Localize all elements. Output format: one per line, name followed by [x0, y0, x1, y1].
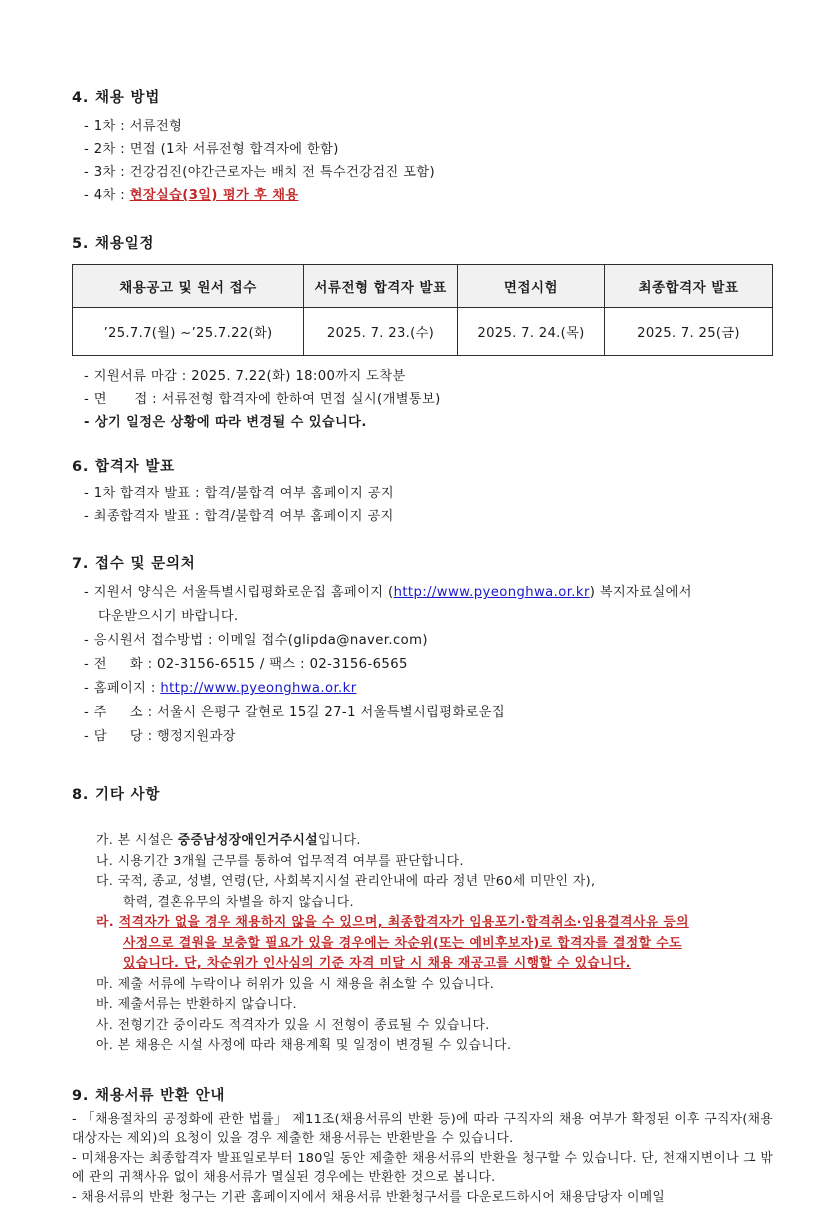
contact-form-pre: - 지원서 양식은 서울특별시립평화로운집 홈페이지 ( — [84, 585, 394, 600]
other-item-ga-pre: 가. 본 시설은 — [96, 833, 178, 848]
other-item-ga-post: 입니다. — [318, 833, 361, 848]
section-heading-4: 4. 채용 방법 — [72, 88, 773, 108]
other-item-ra-1 — [72, 913, 773, 934]
return-paragraph-3: - 채용서류의 반환 청구는 기관 홈페이지에서 채용서류 반환청구서를 다운로드하시어 채용담당자 이메일 — [72, 1188, 773, 1207]
other-item-sa: 사. 전형기간 중이라도 적격자가 있을 시 전형이 종료될 수 있습니다. — [72, 1016, 773, 1037]
contact-manager-line: - 담 당 : 행정지원과장 — [72, 725, 773, 749]
section-heading-8: 8. 기타 사항 — [72, 785, 773, 805]
method-item-2: - 2차 : 면접 (1차 서류전형 합격자에 한함) — [72, 138, 773, 161]
section-recruitment-method — [72, 88, 773, 207]
homepage-link[interactable]: http://www.pyeonghwa.or.kr — [160, 681, 356, 696]
contact-form-line — [72, 581, 773, 605]
schedule-header-apply: 채용공고 및 원서 접수 — [73, 265, 304, 308]
other-item-na: 나. 시용기간 3개월 근무를 통하여 업무적격 여부를 판단합니다. — [72, 852, 773, 873]
section-other-matters — [72, 785, 773, 1057]
method-item-3: - 3차 : 건강검진(야간근로자는 배치 전 특수건강검진 포함) — [72, 161, 773, 184]
schedule-cell-interview: 2025. 7. 24.(목) — [458, 308, 605, 356]
other-item-ra-text-2: 사정으로 결원을 보충할 필요가 있을 경우에는 차순위(또는 예비후보자)로 합격자를 결정할 수도 — [123, 936, 682, 951]
contact-address-line: - 주 소 : 서울시 은평구 갈현로 15길 27-1 서울특별시립평화로운집 — [72, 701, 773, 725]
other-item-ba: 바. 제출서류는 반환하지 않습니다. — [72, 995, 773, 1016]
other-item-ra-text-1: 적격자가 없을 경우 채용하지 않을 수 있으며, 최종합격자가 임용포기·합격취소·임용결격사유 등의 — [119, 915, 689, 930]
schedule-cell-apply: ’25.7.7(월) ~’25.7.22(화) — [73, 308, 304, 356]
other-item-ra-2 — [72, 934, 773, 955]
method-item-4-prefix: - 4차 : — [84, 188, 130, 203]
other-item-ma: 마. 제출 서류에 누락이나 허위가 있을 시 채용을 취소할 수 있습니다. — [72, 975, 773, 996]
schedule-notes — [72, 365, 773, 434]
other-item-da-cont: 학력, 결혼유무의 차별을 하지 않습니다. — [72, 893, 773, 914]
section-heading-6: 6. 합격자 발표 — [72, 457, 773, 477]
schedule-cell-doc-pass: 2025. 7. 23.(수) — [304, 308, 458, 356]
contact-form-post: ) 복지자료실에서 — [590, 585, 692, 600]
other-item-a: 아. 본 채용은 시설 사정에 따라 채용계획 및 일정이 변경될 수 있습니다. — [72, 1036, 773, 1057]
other-item-ra-3 — [72, 954, 773, 975]
schedule-note-change: - 상기 일정은 상황에 따라 변경될 수 있습니다. — [72, 411, 773, 434]
other-item-da: 다. 국적, 종교, 성별, 연령(단, 사회복지시설 관리안내에 따라 정년 만60세 미만인 자), — [72, 872, 773, 893]
contact-phone-line: - 전 화 : 02-3156-6515 / 팩스 : 02-3156-6565 — [72, 653, 773, 677]
section-document-return — [72, 1086, 773, 1207]
schedule-header-interview: 면접시험 — [458, 265, 605, 308]
announcement-item-2: - 최종합격자 발표 : 합격/불합격 여부 홈페이지 공지 — [72, 505, 773, 528]
schedule-header-row — [73, 265, 773, 308]
schedule-table — [72, 264, 773, 356]
section-heading-9: 9. 채용서류 반환 안내 — [72, 1086, 773, 1106]
section-heading-5: 5. 채용일정 — [72, 234, 773, 254]
other-item-ga — [72, 831, 773, 852]
schedule-data-row — [73, 308, 773, 356]
contact-email-line: - 응시원서 접수방법 : 이메일 접수(glipda@naver.com) — [72, 629, 773, 653]
return-paragraph-2: - 미채용자는 최종합격자 발표일로부터 180일 동안 제출한 채용서류의 반환을 청구할 수 있습니다. 단, 천재지변이나 그 밖에 관의 귀책사유 없이 채용서류가 멸실된 경우에는 반환한 것으로 봅니다. — [72, 1149, 773, 1188]
schedule-note-interview: - 면 접 : 서류전형 합격자에 한하여 면접 실시(개별통보) — [72, 388, 773, 411]
schedule-note-deadline: - 지원서류 마감 : 2025. 7.22(화) 18:00까지 도착분 — [72, 365, 773, 388]
method-item-4-highlight: 현장실습(3일) 평가 후 채용 — [130, 188, 299, 203]
section-schedule — [72, 234, 773, 434]
method-item-4 — [72, 184, 773, 207]
schedule-header-doc-pass: 서류전형 합격자 발표 — [304, 265, 458, 308]
facility-type-bold: 중증남성장애인거주시설 — [178, 833, 318, 848]
contact-homepage-label: - 홈페이지 : — [84, 681, 160, 696]
section-heading-7: 7. 접수 및 문의처 — [72, 554, 773, 574]
method-item-1: - 1차 : 서류전형 — [72, 115, 773, 138]
section-contact — [72, 554, 773, 749]
contact-homepage-line — [72, 677, 773, 701]
schedule-cell-final: 2025. 7. 25(금) — [605, 308, 773, 356]
contact-form-line-cont: 다운받으시기 바랍니다. — [72, 605, 773, 629]
schedule-header-final: 최종합격자 발표 — [605, 265, 773, 308]
return-paragraph-1: - 「채용절차의 공정화에 관한 법률」 제11조(채용서류의 반환 등)에 따라 구직자의 채용 여부가 확정된 이후 구직자(채용대상자는 제외)의 요청이 있을 경우 제출한 채용서류는 반환받을 수 있습니다. — [72, 1110, 773, 1149]
other-item-ra-prefix: 라. — [96, 915, 119, 930]
website-link[interactable]: http://www.pyeonghwa.or.kr — [394, 585, 590, 600]
announcement-item-1: - 1차 합격자 발표 : 합격/불합격 여부 홈페이지 공지 — [72, 482, 773, 505]
other-item-ra-text-3: 있습니다. 단, 차순위가 인사심의 기준 자격 미달 시 채용 재공고를 시행할 수 있습니다. — [123, 956, 631, 971]
section-announcement — [72, 457, 773, 528]
